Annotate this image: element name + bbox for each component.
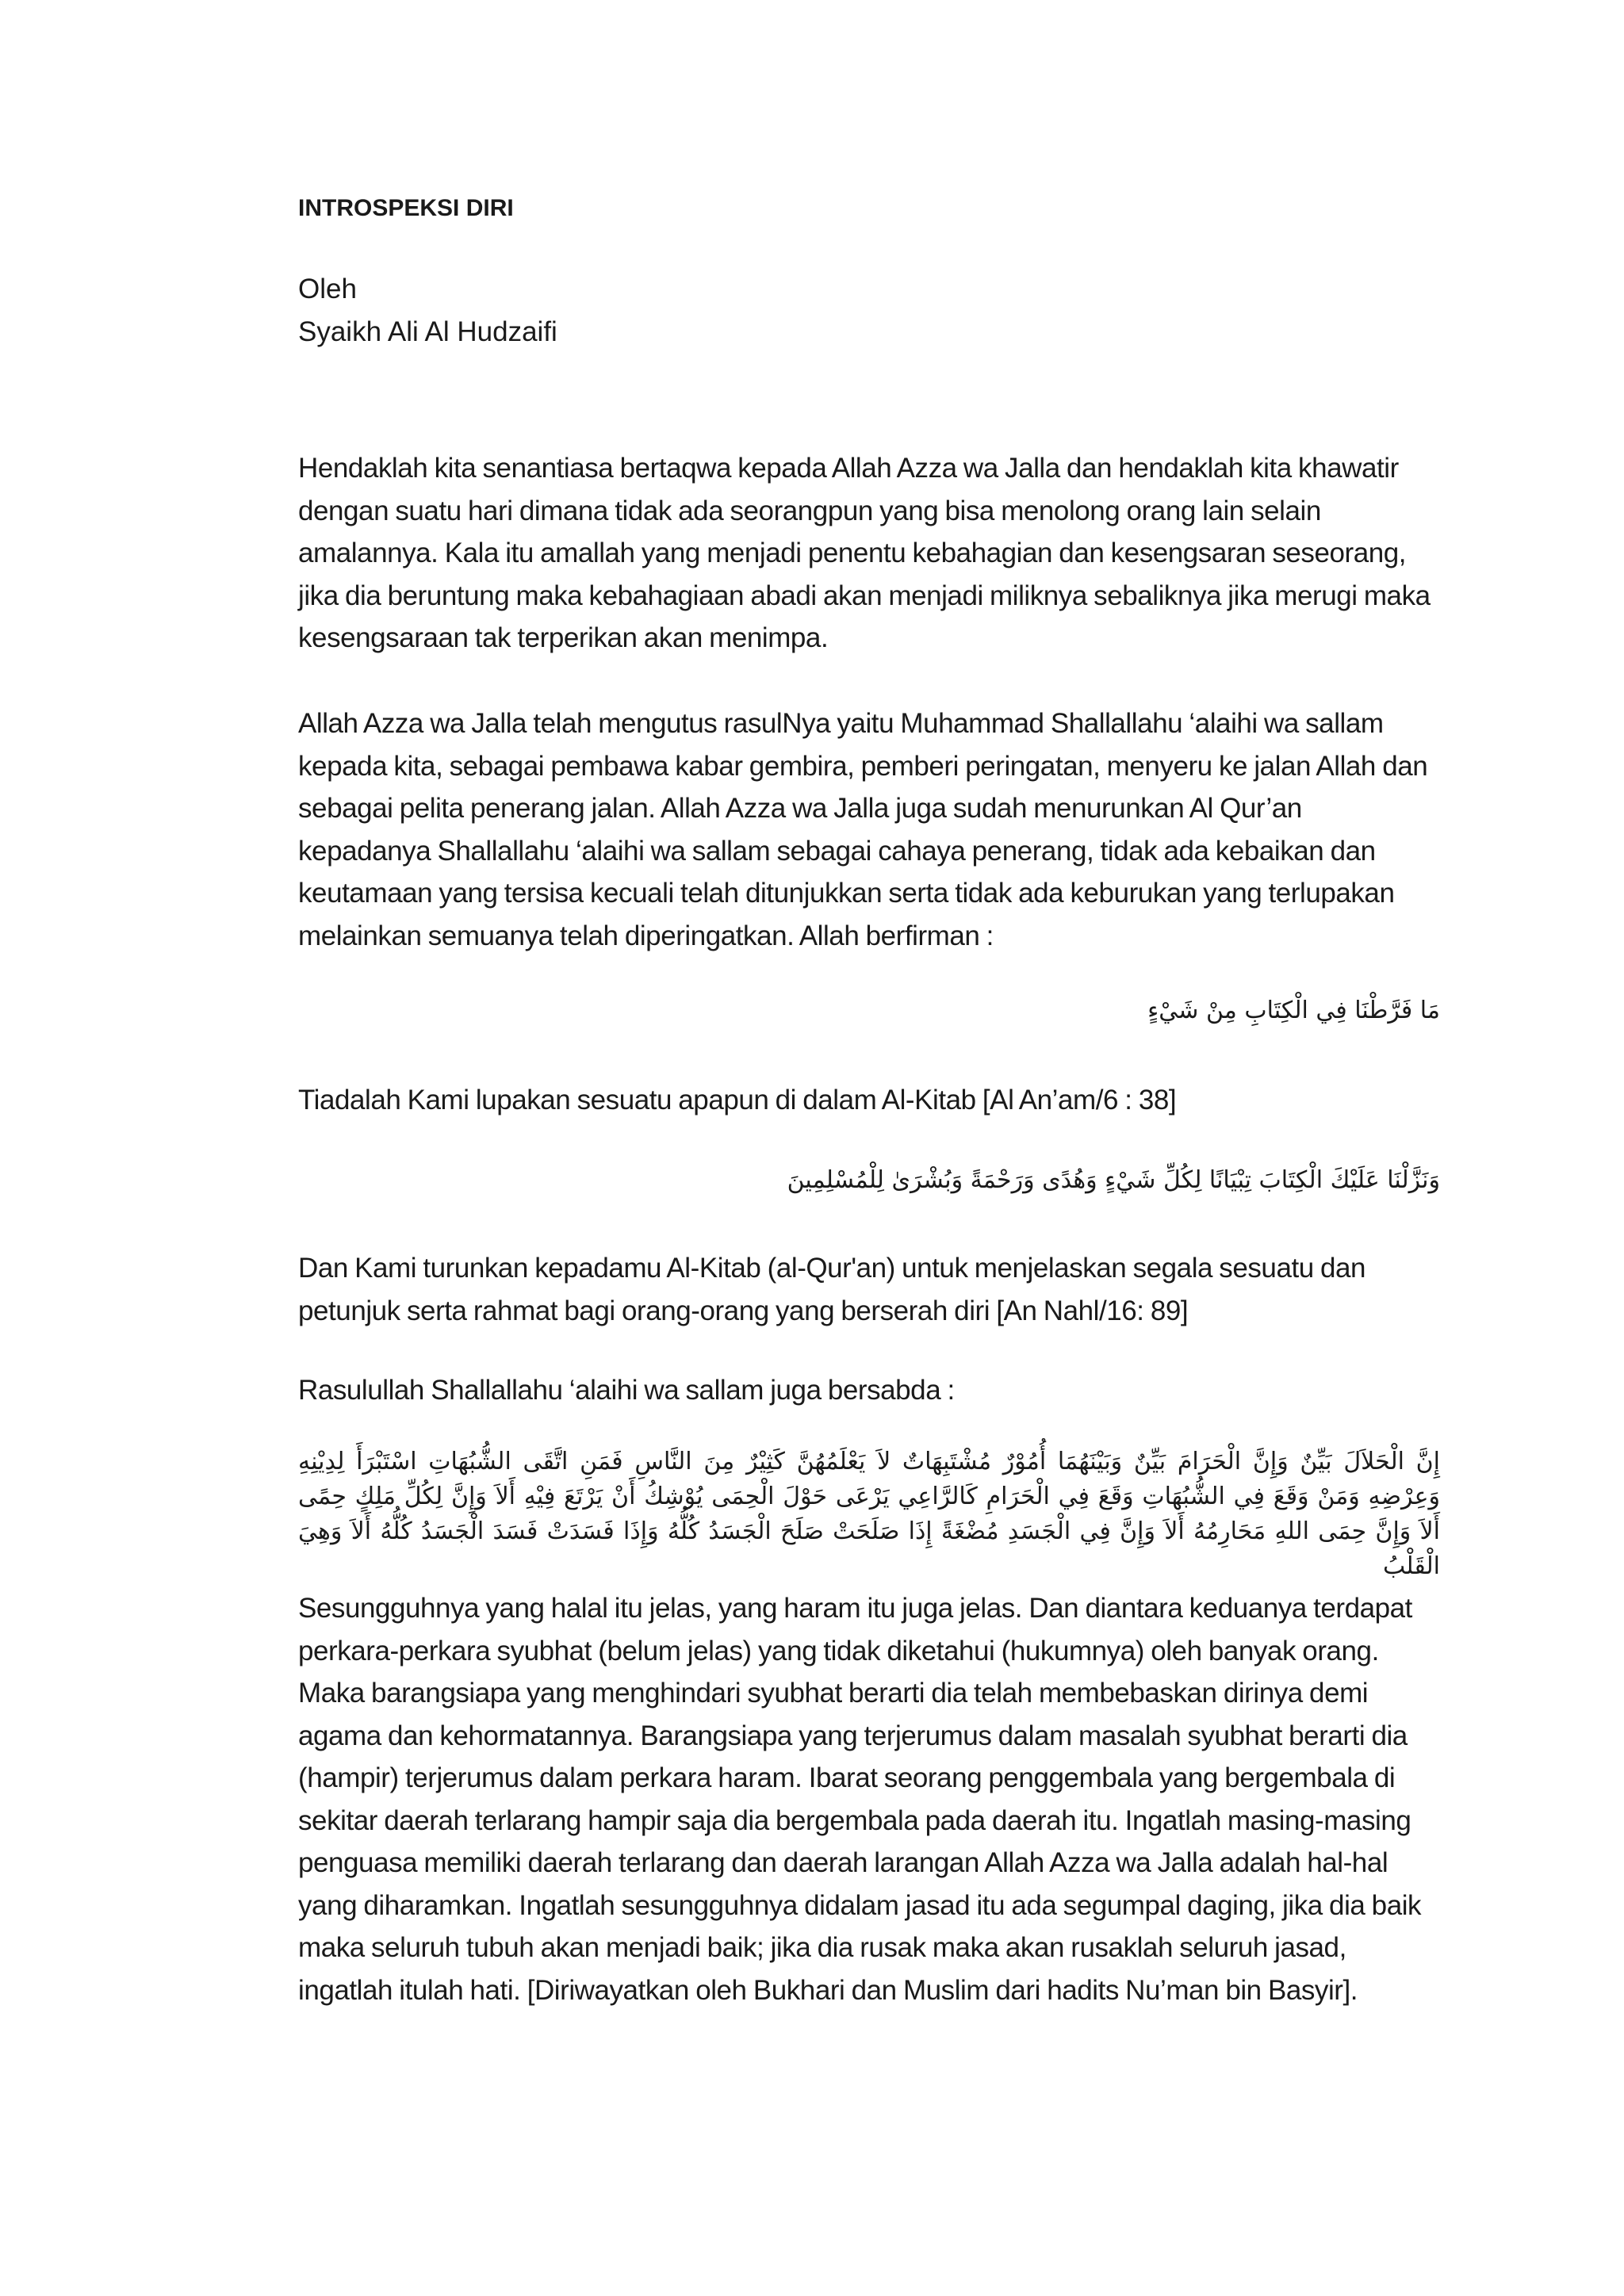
paragraph-3: Tiadalah Kami lupakan sesuatu apapun di dalam Al-Kitab [Al An’am/6 : 38]: [298, 1085, 1177, 1115]
byline-prefix: Oleh: [298, 274, 357, 304]
document-page: [298, 187, 1440, 2006]
paragraph-5: Rasulullah Shallallahu ‘alaihi wa sallam juga bersabda :: [298, 1375, 955, 1406]
paragraph-6: Sesungguhnya yang halal itu jelas, yang haram itu juga jelas. Dan diantara keduanya terdapat perkara-perkara syubhat (belum jelas) yang tidak diketahui (hukumnya) oleh banyak orang. Maka barangsiapa yang menghindari syubhat berarti dia telah membebaskan dirinya demi agama dan kehormatannya. Barangsiapa yang terjerumus dalam masalah syubhat berarti dia (hampir) terjerumus dalam perkara haram. Ibarat seorang penggembala yang bergembala di sekitar daerah terlarang hampir saja dia bergembala pada daerah itu. Ingatlah masing-masing penguasa memiliki daerah terlarang dan daerah larangan Allah Azza wa Jalla adalah hal-hal yang diharamkan. Ingatlah sesungguhnya didalam jasad itu ada segumpal daging, jika dia baik maka seluruh tubuh akan menjadi baik; jika dia rusak maka akan rusaklah seluruh jasad, ingatlah itulah hati. [Diriwayatkan oleh Bukhari dan Muslim dari hadits Nu’man bin Basyir].: [298, 1593, 1422, 2006]
paragraph-1: Hendaklah kita senantiasa bertaqwa kepada Allah Azza wa Jalla dan hendaklah kita khawatir dengan suatu hari dimana tidak ada seorangpun yang bisa menolong orang lain selain amalannya. Kala itu amallah yang menjadi penentu kebahagian dan kesengsaran seseorang, jika dia beruntung maka kebahagiaan abadi akan menjadi miliknya sebaliknya jika merugi maka kesengsaraan tak terperikan akan menimpa.: [298, 453, 1431, 653]
arabic-hadith: إِنَّ الْحَلاَلَ بَيِّنٌ وَإِنَّ الْحَرَامَ بَيِّنٌ وَبَيْنَهُمَا أُمُوْرٌ مُشْتَبِهَاتٌ لاَ يَعْلَمُهُنَّ كَثِيْرٌ مِنَ النَّاسِ فَمَنِ اتَّقَى الشُّبُهَاتِ اسْتَبْرَأَ لِدِيْنِهِ وَعِرْضِهِ وَمَنْ وَقَعَ فِي الشُّبُهَاتِ وَقَعَ فِي الْحَرَامِ كَالرَّاعِي يَرْعَى حَوْلَ الْحِمَى يُوْشِكُ أَنْ يَرْتَعَ فِيْهِ أَلاَ وَإِنَّ لِكُلِّ مَلِكٍ حِمًى أَلاَ وَإِنَّ حِمَى اللهِ مَحَارِمُهُ أَلاَ وَإِنَّ فِي الْجَسَدِ مُضْغَةً إِذَا صَلَحَتْ صَلَحَ الْجَسَدُ كُلُّهُ وَإِذَا فَسَدَتْ فَسَدَ الْجَسَدُ كُلُّهُ أَلاَ وَهِيَ الْقَلْبُ: [298, 1448, 1440, 1580]
arabic-verse-1: مَا فَرَّطْنَا فِي الْكِتَابِ مِنْ شَيْءٍ: [1147, 997, 1440, 1024]
arabic-verse-2: وَنَزَّلْنَا عَلَيْكَ الْكِتَابَ تِبْيَانًا لِكُلِّ شَيْءٍ وَهُدًى وَرَحْمَةً وَبُشْرَىٰ لِلْمُسْلِمِينَ: [787, 1166, 1440, 1194]
paragraph-4: Dan Kami turunkan kepadamu Al-Kitab (al-Qur'an) untuk menjelaskan segala sesuatu dan petunjuk serta rahmat bagi orang-orang yang berserah diri [An Nahl/16: 89]: [298, 1253, 1366, 1326]
paragraph-2: Allah Azza wa Jalla telah mengutus rasulNya yaitu Muhammad Shallallahu ‘alaihi wa sallam kepada kita, sebagai pembawa kabar gembira, pemberi peringatan, menyeru ke jalan Allah dan sebagai pelita penerang jalan. Allah Azza wa Jalla juga sudah menurunkan Al Qur’an kepadanya Shallallahu ‘alaihi wa sallam sebagai cahaya penerang, tidak ada kebaikan dan keutamaan yang tersisa kecuali telah ditunjukkan serta tidak ada keburukan yang terlupakan melainkan semuanya telah diperingatkan. Allah berfirman :: [298, 708, 1428, 951]
document-title: INTROSPEKSI DIRI: [298, 195, 514, 221]
byline: [298, 268, 1440, 354]
author-name: Syaikh Ali Al Hudzaifi: [298, 316, 557, 347]
